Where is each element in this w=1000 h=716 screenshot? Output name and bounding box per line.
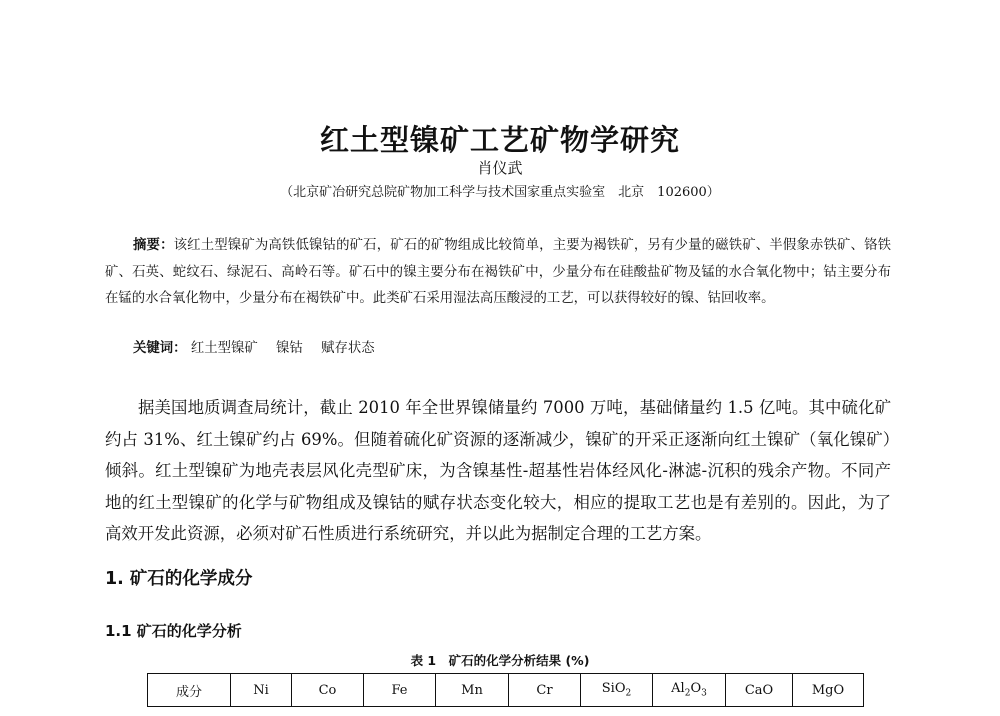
table-header-cell: CaO <box>726 674 793 707</box>
table-header-cell <box>653 674 726 707</box>
table-header-cell <box>581 674 653 707</box>
table-caption: 表 1 矿石的化学分析结果 (%) <box>410 653 590 668</box>
keyword: 红土型镍矿 <box>190 341 258 356</box>
al2o3-al: Al <box>671 681 685 697</box>
section-heading: 1. 矿石的化学成分 <box>105 569 253 589</box>
abstract <box>105 233 891 313</box>
keywords <box>133 339 389 359</box>
table-header-cell: MgO <box>793 674 864 707</box>
table-header-cell: Fe <box>364 674 436 707</box>
table-header-cell: Cr <box>509 674 581 707</box>
al2o3-sub-a: 2 <box>684 688 691 699</box>
abstract-text: 该红土型镍矿为高铁低镍钴的矿石，矿石的矿物组成比较简单，主要为褐铁矿，另有少量的磁铁矿、半假象赤铁矿、铬铁矿、石英、蛇纹石、绿泥石、高岭石等。矿石中的镍主要分布在褐铁矿中，少量分布在硅酸盐矿物及锰的水合氧化物中；钴主要分布在锰的水合氧化物中，少量分布在褐铁矿中。此类矿石采用湿法高压酸浸的工艺，可以获得较好的镍、钴回收率。 <box>105 238 892 306</box>
table-header-cell: Co <box>292 674 364 707</box>
keyword: 镍钴 <box>276 341 303 356</box>
table-header-cell: Mn <box>436 674 509 707</box>
sio2-base: SiO <box>601 681 626 697</box>
table-header-row <box>148 674 864 707</box>
sio2-subscript: 2 <box>625 688 632 699</box>
table-header-cell: Ni <box>231 674 292 707</box>
paper-title: 红土型镍矿工艺矿物学研究 <box>319 123 680 157</box>
author-affiliation: （北京矿冶研究总院矿物加工科学与技术国家重点实验室 北京 102600） <box>280 185 720 200</box>
table-header-cell: 成分 <box>148 674 231 707</box>
keyword: 赋存状态 <box>321 341 375 356</box>
abstract-label: 摘要： <box>133 238 174 253</box>
al2o3-o: O <box>690 681 702 697</box>
subsection-heading: 1.1 矿石的化学分析 <box>105 622 242 640</box>
chemical-analysis-table <box>147 673 864 707</box>
author-name: 肖仪武 <box>477 159 523 177</box>
al2o3-sub-b: 3 <box>701 688 707 699</box>
keywords-label: 关键词： <box>133 341 187 356</box>
intro-paragraph: 据美国地质调查局统计，截止 2010 年全世界镍储量约 7000 万吨，基础储量约 1.5 亿吨。其中硫化矿约占 31%、红土镍矿约占 69%。但随着硫化矿资源的逐渐减少，镍矿的开采正逐渐向红土镍矿（氧化镍矿）倾斜。红土型镍矿为地壳表层风化壳型矿床，为含镍基性-超基性岩体经风化-淋滤-沉积的残余产物。不同产地的红土型镍矿的化学与矿物组成及镍钴的赋存状态变化较大，相应的提取工艺也是有差别的。因此，为了高效开发此资源，必须对矿石性质进行系统研究，并以此为据制定合理的工艺方案。 <box>105 398 891 543</box>
